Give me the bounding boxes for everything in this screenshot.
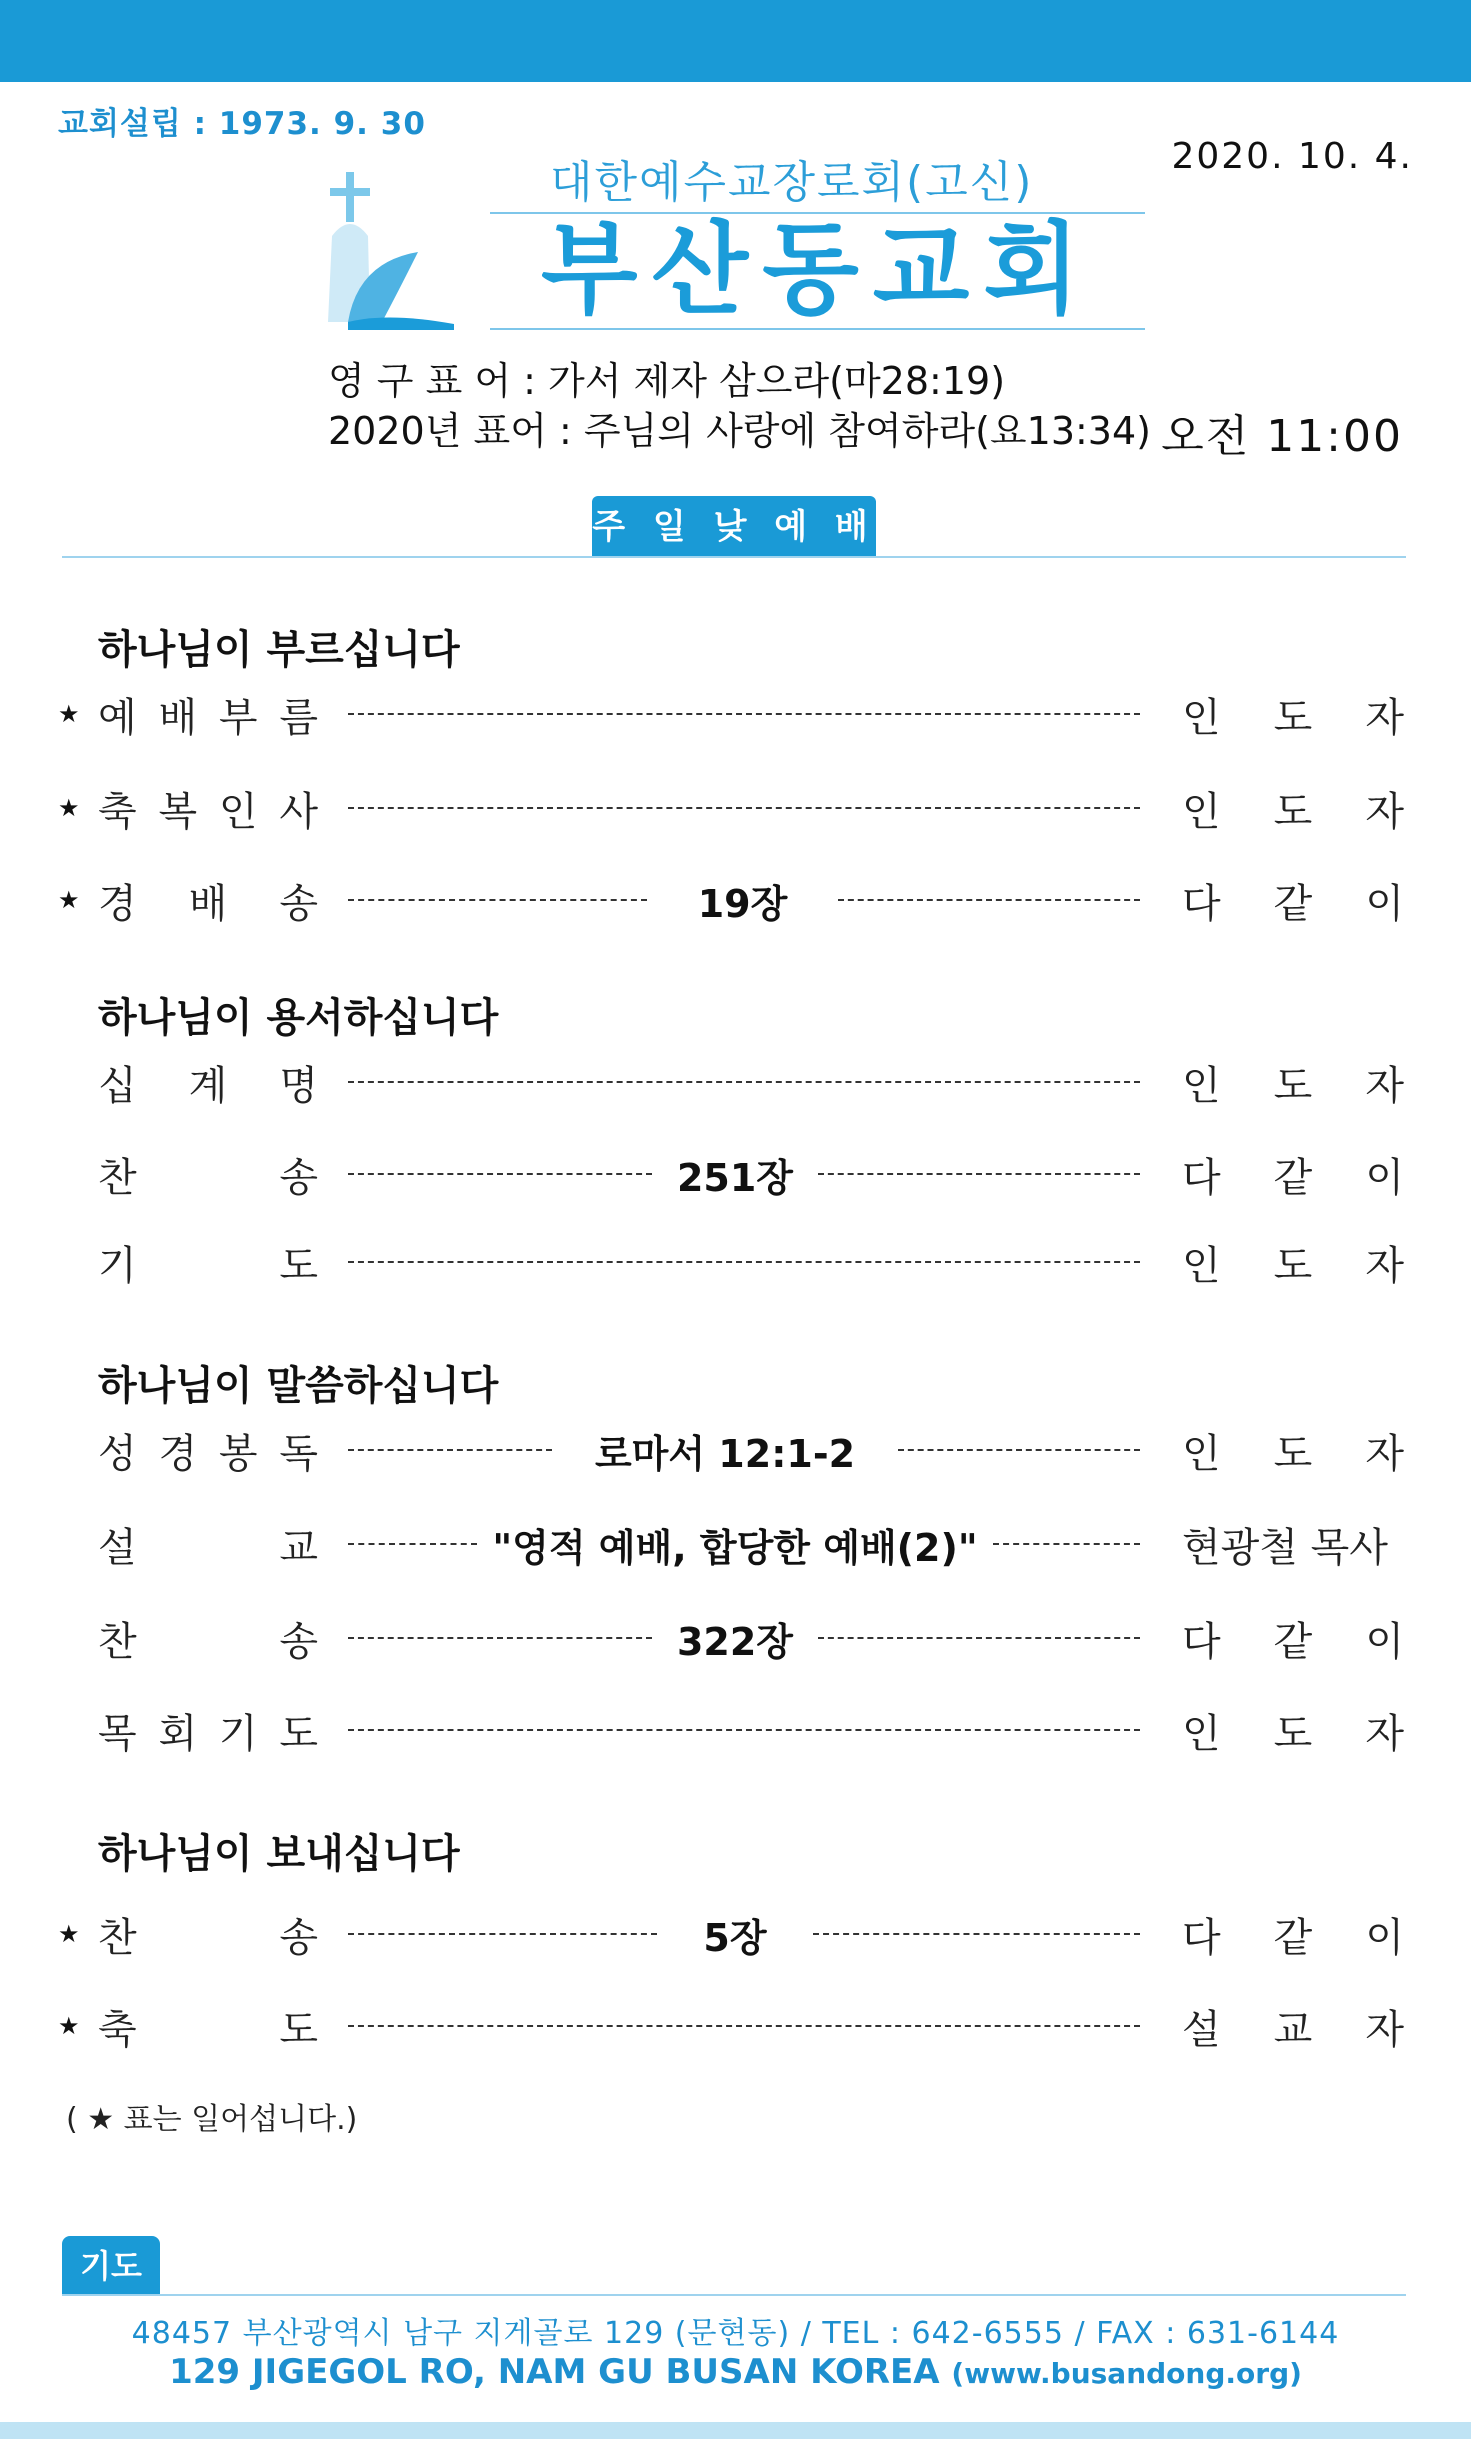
worship-item — [0, 1232, 1471, 1292]
item-label — [98, 1608, 318, 1668]
leader-line — [348, 1420, 552, 1480]
leader-line — [813, 1904, 1140, 1964]
standing-star-icon: ★ — [58, 794, 80, 822]
item-label — [98, 1232, 318, 1292]
item-leader-char: 자 — [1365, 1430, 1404, 1477]
item-leader — [1182, 684, 1404, 744]
item-leader-char: 자 — [1365, 1062, 1404, 1109]
leader-line — [348, 1232, 1140, 1292]
item-leader-char: 인 — [1182, 1430, 1221, 1477]
item-label-char: 예 — [98, 694, 137, 741]
item-leader-char: 도 — [1273, 1430, 1313, 1477]
eternal-motto: 영 구 표 어 : 가서 제자 삼으라(마28:19) — [328, 359, 1006, 403]
item-leader-char: 다 — [1182, 880, 1221, 927]
item-leader — [1182, 1608, 1404, 1668]
leader-line — [818, 1144, 1140, 1204]
item-label-char: 독 — [279, 1430, 318, 1477]
item-leader-char: 인 — [1182, 788, 1221, 835]
item-detail: 322장 — [676, 1619, 794, 1664]
item-label-char: 부 — [218, 694, 258, 741]
item-label — [98, 1700, 318, 1760]
item-leader-char: 도 — [1273, 1242, 1313, 1289]
item-detail: 19장 — [697, 881, 788, 926]
item-label — [98, 870, 318, 930]
item-leader-char: 도 — [1273, 1710, 1313, 1757]
top-banner — [0, 0, 1471, 82]
item-leader-char: 같 — [1273, 1914, 1313, 1961]
item-leader-char: 이 — [1365, 1154, 1404, 1201]
standing-star-icon: ★ — [58, 886, 80, 914]
item-label-char: 찬 — [98, 1154, 137, 1201]
divider — [490, 328, 1145, 330]
worship-item — [0, 1052, 1471, 1112]
item-label-char: 축 — [98, 788, 137, 835]
section-heading: 하나님이 용서하십니다 — [98, 995, 499, 1041]
leader-line — [348, 778, 1140, 838]
item-label-char: 봉 — [218, 1430, 258, 1477]
denomination: 대한예수교장로회(고신) — [550, 157, 1034, 208]
worship-item — [0, 1996, 1471, 2056]
worship-item — [0, 1514, 1471, 1574]
section-heading: 하나님이 말씀하십니다 — [98, 1363, 499, 1409]
leader-line — [818, 1608, 1140, 1668]
item-leader — [1182, 1232, 1404, 1292]
item-label-char: 기 — [98, 1242, 137, 1289]
church-name: 부산동교회 — [541, 211, 1094, 328]
item-label — [98, 1144, 318, 1204]
item-label-char: 송 — [279, 1618, 318, 1665]
item-label-char: 사 — [279, 788, 318, 835]
leader-line — [348, 870, 647, 930]
item-label-char: 목 — [98, 1710, 137, 1757]
item-leader-char: 도 — [1273, 1062, 1313, 1109]
worship-item — [0, 684, 1471, 744]
worship-item — [0, 1420, 1471, 1480]
section-heading: 하나님이 부르십니다 — [98, 627, 460, 673]
divider — [62, 2294, 1406, 2296]
item-detail: "영적 예배, 합당한 예배(2)" — [492, 1525, 978, 1570]
item-leader-char: 자 — [1365, 788, 1404, 835]
item-leader — [1182, 778, 1404, 838]
website-link[interactable]: (www.busandong.org) — [951, 2357, 1302, 2390]
service-time: 오전 11:00 — [1161, 411, 1403, 462]
item-label-char: 배 — [188, 880, 228, 927]
item-label — [98, 778, 318, 838]
divider — [62, 556, 1406, 558]
address-korean: 48457 부산광역시 남구 지게골로 129 (문현동) / TEL : 642-6555 / FAX : 631-6144 — [131, 2316, 1340, 2351]
item-leader-char: 이 — [1365, 1618, 1404, 1665]
item-label-char: 교 — [279, 1524, 318, 1571]
item-leader-char: 자 — [1365, 1242, 1404, 1289]
item-label-char: 설 — [98, 1524, 137, 1571]
item-label-char: 찬 — [98, 1914, 137, 1961]
item-leader — [1182, 1514, 1404, 1574]
item-label-char: 인 — [218, 788, 258, 835]
worship-item — [0, 1144, 1471, 1204]
item-label — [98, 1904, 318, 1964]
item-label — [98, 684, 318, 744]
item-leader-char: 도 — [1273, 694, 1313, 741]
item-leader-char: 같 — [1273, 880, 1313, 927]
item-leader-char: 다 — [1182, 1914, 1221, 1961]
item-label-char: 송 — [279, 880, 318, 927]
item-leader-char: 인 — [1182, 694, 1221, 741]
address-english-text: 129 JIGEGOL RO, NAM GU BUSAN KOREA — [169, 2352, 940, 2392]
standing-note: ( ★ 표는 일어섭니다.) — [66, 2102, 358, 2137]
item-label — [98, 1996, 318, 2056]
item-label-char: 배 — [158, 694, 198, 741]
item-leader-char: 도 — [1273, 788, 1313, 835]
leader-line — [348, 1608, 652, 1668]
worship-item — [0, 1904, 1471, 1964]
item-label-char: 축 — [98, 2006, 137, 2053]
item-leader-char: 자 — [1365, 2006, 1404, 2053]
item-leader-char: 인 — [1182, 1710, 1221, 1757]
item-leader — [1182, 870, 1404, 930]
section-heading: 하나님이 보내십니다 — [98, 1831, 460, 1877]
item-leader-char: 다 — [1182, 1154, 1221, 1201]
leader-line — [348, 1700, 1140, 1760]
leader-line — [348, 684, 1140, 744]
worship-item — [0, 1700, 1471, 1760]
item-label-char: 도 — [279, 2006, 318, 2053]
standing-star-icon: ★ — [58, 1920, 80, 1948]
item-label — [98, 1514, 318, 1574]
item-leader-char: 같 — [1273, 1154, 1313, 1201]
item-leader — [1182, 1052, 1404, 1112]
church-cross-logo-icon — [318, 172, 458, 332]
item-leader — [1182, 1144, 1404, 1204]
item-label-char: 십 — [98, 1062, 137, 1109]
item-leader — [1182, 1700, 1404, 1760]
leader-line — [898, 1420, 1140, 1480]
service-title: 주 일 낮 예 배 — [592, 496, 876, 558]
item-leader-char: 이 — [1365, 880, 1404, 927]
item-leader-char: 교 — [1273, 2006, 1313, 2053]
leader-line — [348, 1904, 657, 1964]
item-detail: 5장 — [703, 1915, 767, 1960]
item-label-char: 계 — [188, 1062, 228, 1109]
item-leader-char: 다 — [1182, 1618, 1221, 1665]
item-label-char: 송 — [279, 1154, 318, 1201]
leader-line — [348, 1144, 652, 1204]
item-leader-char: 설 — [1182, 2006, 1221, 2053]
item-label-char: 도 — [279, 1242, 318, 1289]
item-leader-char: 현광철 목사 — [1182, 1524, 1388, 1571]
item-leader-char: 같 — [1273, 1618, 1313, 1665]
item-label-char: 송 — [279, 1914, 318, 1961]
item-leader-char: 자 — [1365, 1710, 1404, 1757]
prayer-tab: 기도 — [62, 2236, 160, 2296]
item-label-char: 기 — [218, 1710, 258, 1757]
standing-star-icon: ★ — [58, 700, 80, 728]
leader-line — [348, 1514, 477, 1574]
item-leader-char: 인 — [1182, 1242, 1221, 1289]
item-label-char: 찬 — [98, 1618, 137, 1665]
bottom-banner — [0, 2422, 1471, 2439]
bulletin-date: 2020. 10. 4. — [1171, 136, 1413, 177]
standing-star-icon: ★ — [58, 2012, 80, 2040]
worship-item — [0, 1608, 1471, 1668]
item-leader-char: 자 — [1365, 694, 1404, 741]
item-leader — [1182, 1996, 1404, 2056]
leader-line — [993, 1514, 1140, 1574]
item-leader — [1182, 1904, 1404, 1964]
item-label-char: 명 — [279, 1062, 318, 1109]
leader-line — [348, 1052, 1140, 1112]
item-detail: 251장 — [676, 1155, 794, 1200]
worship-item — [0, 870, 1471, 930]
address-english — [0, 2352, 1471, 2392]
item-leader — [1182, 1420, 1404, 1480]
item-label-char: 도 — [279, 1710, 318, 1757]
leader-line — [838, 870, 1140, 930]
item-label — [98, 1420, 318, 1480]
founded-date: 교회설립 : 1973. 9. 30 — [58, 106, 426, 142]
worship-item — [0, 778, 1471, 838]
item-label-char: 성 — [98, 1430, 137, 1477]
item-leader-char: 인 — [1182, 1062, 1221, 1109]
item-leader-char: 이 — [1365, 1914, 1404, 1961]
item-label-char: 회 — [158, 1710, 198, 1757]
item-label-char: 복 — [158, 788, 198, 835]
item-detail: 로마서 12:1-2 — [594, 1431, 856, 1476]
item-label-char: 경 — [158, 1430, 198, 1477]
item-label-char: 경 — [98, 880, 137, 927]
item-label-char: 름 — [279, 694, 318, 741]
item-label — [98, 1052, 318, 1112]
year-motto: 2020년 표어 : 주님의 사랑에 참여하라(요13:34) — [328, 409, 1151, 453]
leader-line — [348, 1996, 1140, 2056]
